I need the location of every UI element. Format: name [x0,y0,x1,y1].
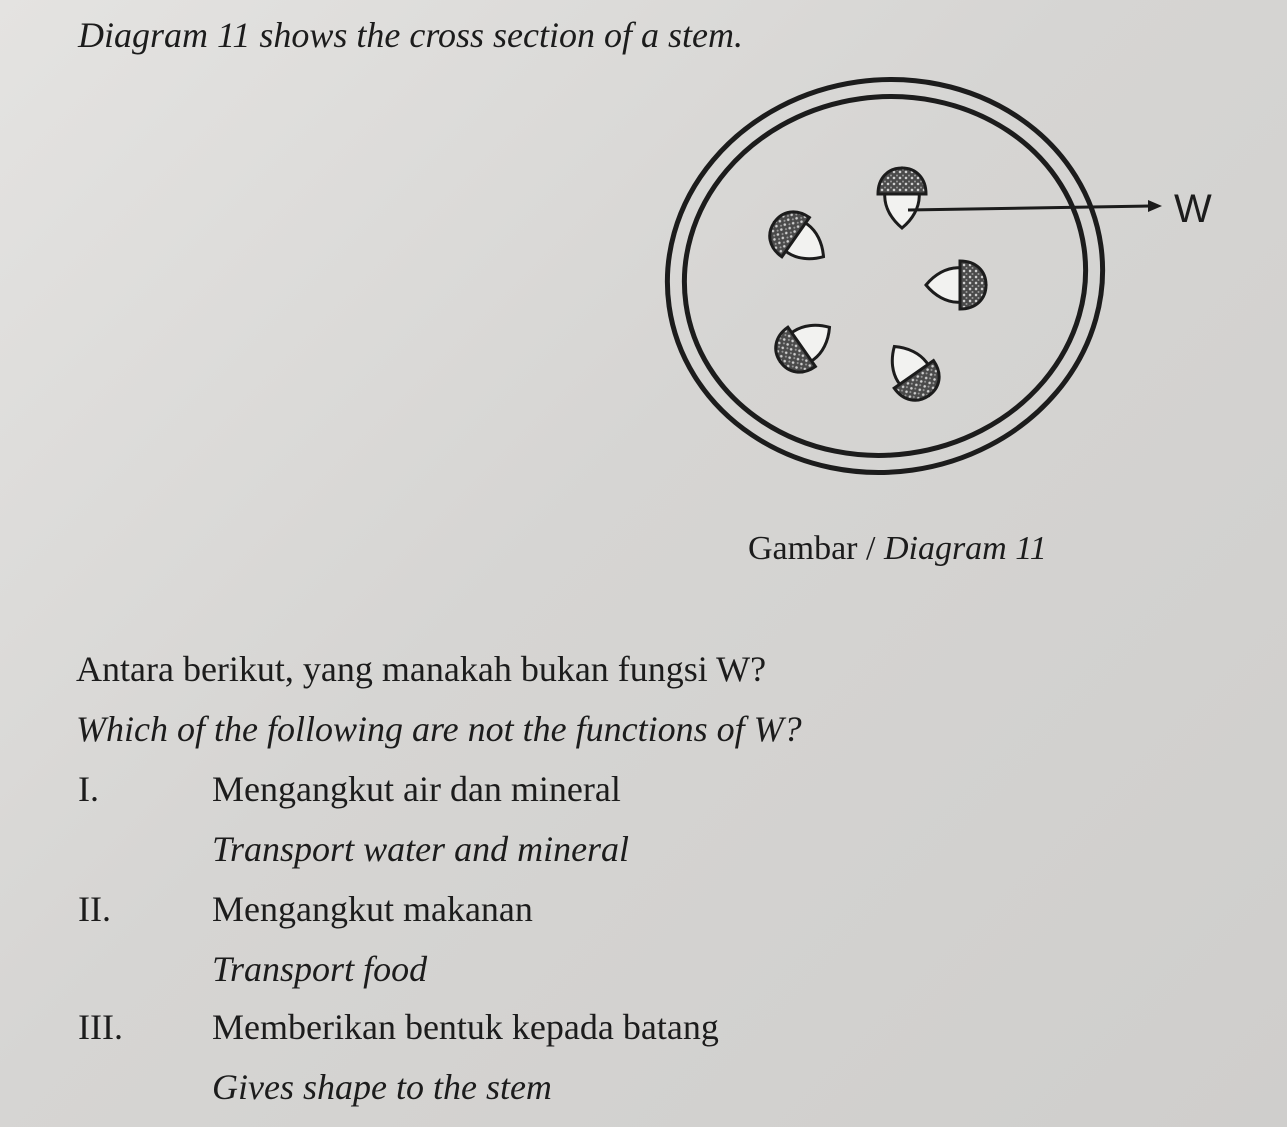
option-malay: Mengangkut air dan mineral [212,769,621,809]
caption-ms: Gambar / [748,530,884,567]
vascular-bundle-w [878,168,926,228]
epidermis-outer-ring [642,70,1128,500]
vascular-bundle [875,333,949,410]
option-number: III. [78,1007,123,1047]
option-english: Transport water and mineral [212,829,630,869]
vascular-bundle [767,308,844,382]
question-malay: Antara berikut, yang manakah bukan fungsi W? [76,649,767,689]
option-number: II. [78,889,111,929]
vascular-bundle [926,261,986,309]
option-malay: Memberikan bentuk kepada batang [212,1007,719,1047]
vascular-bundle [761,203,838,277]
diagram-caption [748,530,1047,568]
option-english: Gives shape to the stem [212,1067,552,1107]
option-number: I. [78,769,99,809]
label-line-w [908,206,1150,210]
arrow-head-icon [1148,200,1162,212]
option-english: Transport food [212,949,428,989]
stem-cross-section-diagram [640,70,1240,520]
question-english: Which of the following are not the functions of W? [76,709,802,749]
label-w: W [1174,187,1212,231]
page-title: Diagram 11 shows the cross section of a stem. [78,15,743,55]
option-malay: Mengangkut makanan [212,889,533,929]
caption-en: Diagram 11 [883,530,1047,567]
